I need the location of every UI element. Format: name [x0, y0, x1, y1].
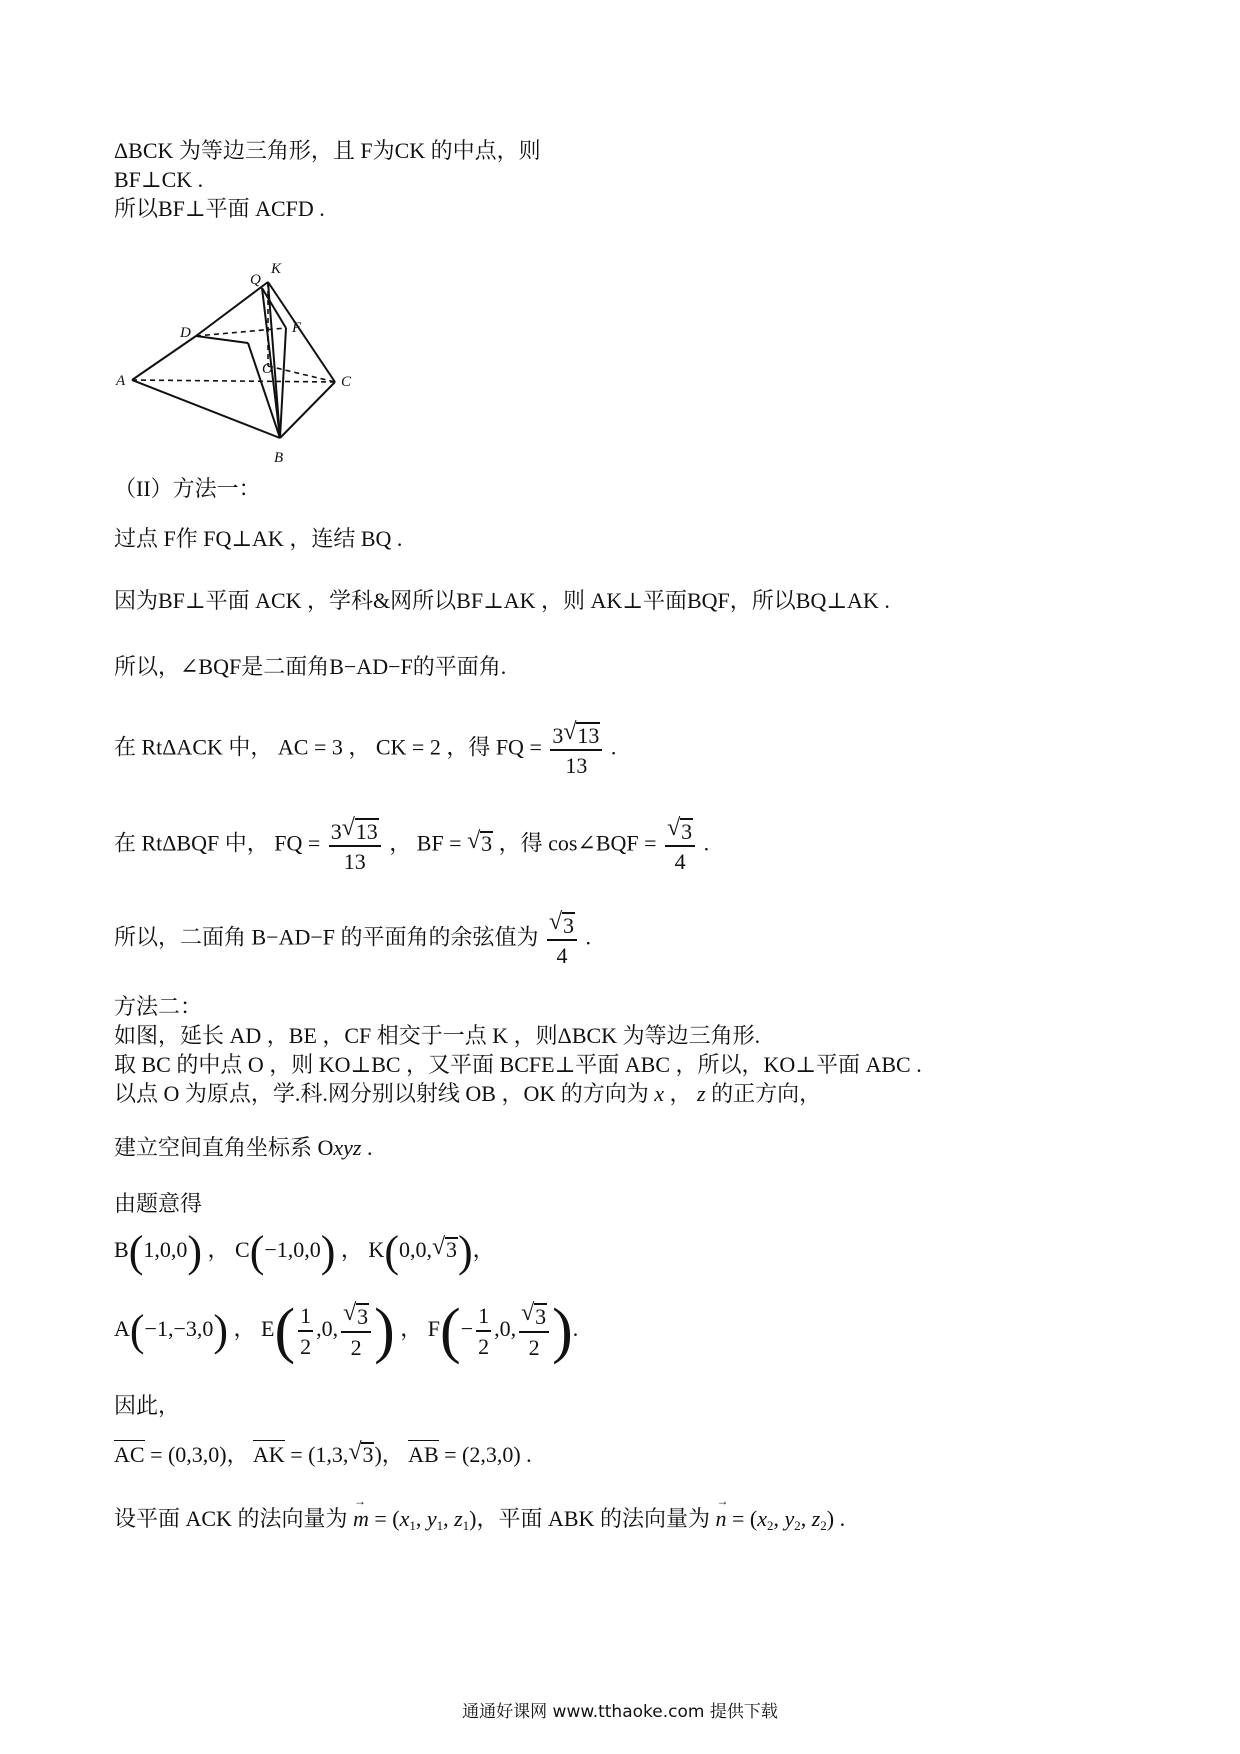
text: 以点 O 为原点，学.科.网分别以射线 OB ，OK 的方向为 — [114, 1081, 649, 1106]
label-K: K — [271, 261, 282, 277]
radicand: 13 — [577, 723, 600, 748]
fraction — [550, 719, 602, 779]
label-Q: Q — [250, 272, 261, 288]
text: )， — [374, 1442, 404, 1467]
coords: ,0, — [316, 1316, 339, 1342]
text: )，平面 ABK 的法向量为 — [469, 1506, 710, 1531]
sqrt: √ 3 — [667, 815, 693, 844]
edge-AC-dashed — [132, 380, 335, 382]
denominator: 2 — [350, 1334, 362, 1360]
sqrt: √ 3 — [431, 1234, 457, 1263]
var-x: x — [654, 1081, 664, 1106]
text: ，得 cos∠BQF = — [498, 830, 657, 856]
subscript: 2 — [794, 1518, 801, 1533]
coords: −1,−3,0 — [144, 1316, 214, 1342]
var: x — [399, 1506, 410, 1531]
text: 所以，∠BQF是二面角B−AD−F的平面角. — [114, 654, 507, 679]
vector-AC: AC — [114, 1442, 145, 1467]
var: z — [811, 1506, 821, 1531]
denominator: 4 — [556, 943, 568, 969]
label-O: O — [262, 361, 273, 377]
denominator: 2 — [478, 1333, 490, 1359]
vector-m: → m — [353, 1508, 369, 1530]
denominator: 13 — [343, 849, 366, 875]
coords: 0,0, — [398, 1237, 432, 1263]
line-21 — [114, 1508, 845, 1532]
text: ， — [669, 1081, 692, 1106]
text: 在 RtΔACK 中， AC = 3 ， CK = 2 ，得 FQ = — [114, 734, 542, 760]
text: A — [114, 1316, 130, 1342]
text: 由题意得 — [114, 1191, 203, 1216]
text: 如图，延长 AD ，BE ，CF 相交于一点 K ，则ΔBCK 为等边三角形. — [114, 1023, 761, 1048]
coords: −1,0,0 — [264, 1237, 321, 1263]
text: . — [366, 1135, 373, 1160]
text: 的正方向， — [711, 1081, 822, 1106]
subscript: 1 — [409, 1518, 416, 1533]
line-20 — [114, 1439, 532, 1467]
subscript: 1 — [462, 1518, 470, 1533]
denominator: 2 — [528, 1334, 540, 1360]
text: = (2,3,0) . — [444, 1442, 532, 1467]
text: （II）方法一： — [114, 476, 261, 501]
text: ， — [472, 1237, 495, 1263]
line-3 — [114, 198, 325, 220]
subscript: 2 — [820, 1518, 827, 1533]
page-footer: 通通好课网 www.tthaoke.com 提供下载 — [462, 1702, 778, 1722]
sqrt: √ 3 — [521, 1300, 547, 1330]
radicand: 3 — [362, 1442, 374, 1467]
fraction — [341, 1300, 371, 1360]
label-F: F — [292, 320, 302, 336]
text: 建立空间直角坐标系 O — [114, 1135, 334, 1160]
line-14 — [114, 1083, 821, 1105]
text: 所以，二面角 B−AD−F 的平面角的余弦值为 — [114, 924, 539, 950]
coords: ,0, — [494, 1316, 517, 1342]
text: = ( — [731, 1506, 758, 1531]
edge-AD — [132, 336, 196, 380]
edge-KC — [268, 282, 335, 382]
var: x — [757, 1506, 767, 1531]
line-12 — [114, 1025, 760, 1047]
fraction — [547, 909, 577, 969]
line-17: B(1,0,0) ， C(−1,0,0) ， K(0,0, √ 3)， — [114, 1227, 495, 1276]
edge-AB — [132, 380, 280, 438]
line-2 — [114, 169, 203, 191]
text: , — [415, 1506, 427, 1531]
text: 设平面 ACK 的法向量为 — [114, 1506, 348, 1531]
sqrt: √ 3 — [348, 1439, 374, 1467]
radicand: 3 — [681, 819, 693, 844]
text: 因为BF⊥平面 ACK ，学科&网所以BF⊥AK ，则 AK⊥平面BQF，所以BQ⊥AK . — [114, 588, 890, 613]
text: 方法二： — [114, 994, 203, 1019]
sqrt: √ 3 — [549, 909, 575, 938]
text: 过点 F作 FQ⊥AK ，连结 BQ . — [114, 526, 403, 551]
fraction — [519, 1300, 549, 1360]
line-19 — [114, 1395, 180, 1417]
line-18: A(−1,−3,0) ， E( $\frac{1}{2}$ ,0, √ 3 2 ) ， F(− $\frac{1}{2}$ ,0, √ 3 2 ). — [114, 1297, 579, 1365]
sqrt: √ 13 — [341, 815, 378, 844]
denominator: 4 — [674, 849, 686, 875]
text: 因此， — [114, 1393, 181, 1418]
text: . — [572, 1316, 579, 1342]
line-15 — [114, 1137, 372, 1159]
text: = ( — [374, 1506, 400, 1531]
text: ， F — [400, 1316, 441, 1342]
text: . — [703, 830, 710, 856]
text: B — [114, 1237, 129, 1263]
line-11 — [114, 996, 202, 1018]
text: 在 RtΔBQF 中， FQ = — [114, 830, 321, 856]
denominator: 13 — [565, 753, 588, 779]
label-A: A — [116, 373, 126, 389]
text: , — [800, 1506, 812, 1531]
text: ， E — [233, 1316, 275, 1342]
text: ， BF = — [389, 830, 462, 856]
text: BF⊥CK . — [114, 167, 204, 192]
text: . — [585, 924, 592, 950]
numerator: 1 — [476, 1304, 491, 1331]
text: , — [443, 1506, 455, 1531]
vector-AK: AK — [252, 1442, 285, 1467]
var: y — [426, 1506, 437, 1531]
text: ) . — [826, 1506, 846, 1531]
edge-DE — [196, 336, 248, 343]
text: = (1,3, — [290, 1442, 349, 1467]
fraction — [298, 1304, 313, 1357]
numerator: 3 — [330, 819, 342, 844]
line-1 — [114, 140, 541, 162]
vector-n: → n — [715, 1508, 726, 1530]
edge-BC — [280, 382, 335, 438]
line-13 — [114, 1054, 922, 1076]
text: ， K — [340, 1237, 385, 1263]
edge-DK — [196, 282, 268, 336]
sqrt: √ 3 — [467, 827, 493, 856]
vector-AB: AB — [408, 1442, 439, 1467]
var: z — [454, 1506, 463, 1531]
geometry-figure — [110, 258, 370, 473]
label-D: D — [180, 325, 191, 341]
fraction — [329, 815, 381, 875]
radicand: 13 — [355, 819, 378, 844]
var-z: z — [697, 1081, 706, 1106]
label-B: B — [274, 450, 284, 466]
line-10 — [114, 909, 592, 969]
line-9 — [114, 815, 710, 875]
subscript: 2 — [766, 1518, 774, 1533]
text: , — [773, 1506, 785, 1531]
edge-FB — [280, 328, 286, 438]
radicand: 3 — [445, 1237, 457, 1263]
line-5 — [114, 528, 402, 550]
radicand: 3 — [357, 1304, 369, 1330]
sqrt: √ 3 — [343, 1300, 369, 1330]
numerator: 3 — [552, 723, 564, 748]
text: 取 BC 的中点 O ，则 KO⊥BC ，又平面 BCFE⊥平面 ABC ，所以，KO⊥平面 ABC . — [114, 1052, 922, 1077]
var: y — [784, 1506, 795, 1531]
sqrt: √ 13 — [563, 719, 600, 748]
subscript: 1 — [436, 1518, 444, 1533]
text: ， C — [207, 1237, 250, 1263]
radicand: 3 — [535, 1304, 547, 1330]
numerator: 1 — [298, 1304, 313, 1331]
text: . — [610, 734, 617, 760]
text: = (0,3,0)， — [150, 1442, 249, 1467]
line-16 — [114, 1193, 202, 1215]
var-xyz: xyz — [333, 1135, 362, 1160]
radicand: 3 — [481, 830, 493, 856]
line-8 — [114, 719, 617, 779]
radicand: 3 — [563, 913, 575, 938]
fraction — [665, 815, 695, 875]
text: 所以BF⊥平面 ACFD . — [114, 196, 325, 221]
line-6 — [114, 590, 890, 612]
text: ΔBCK 为等边三角形，且 F为CK 的中点，则 — [114, 138, 541, 163]
line-7 — [114, 656, 506, 678]
line-4 — [114, 478, 261, 500]
denominator: 2 — [300, 1333, 312, 1359]
fraction — [476, 1304, 491, 1357]
label-C: C — [341, 374, 352, 390]
coords: 1,0,0 — [143, 1237, 188, 1263]
text: − — [460, 1316, 474, 1342]
